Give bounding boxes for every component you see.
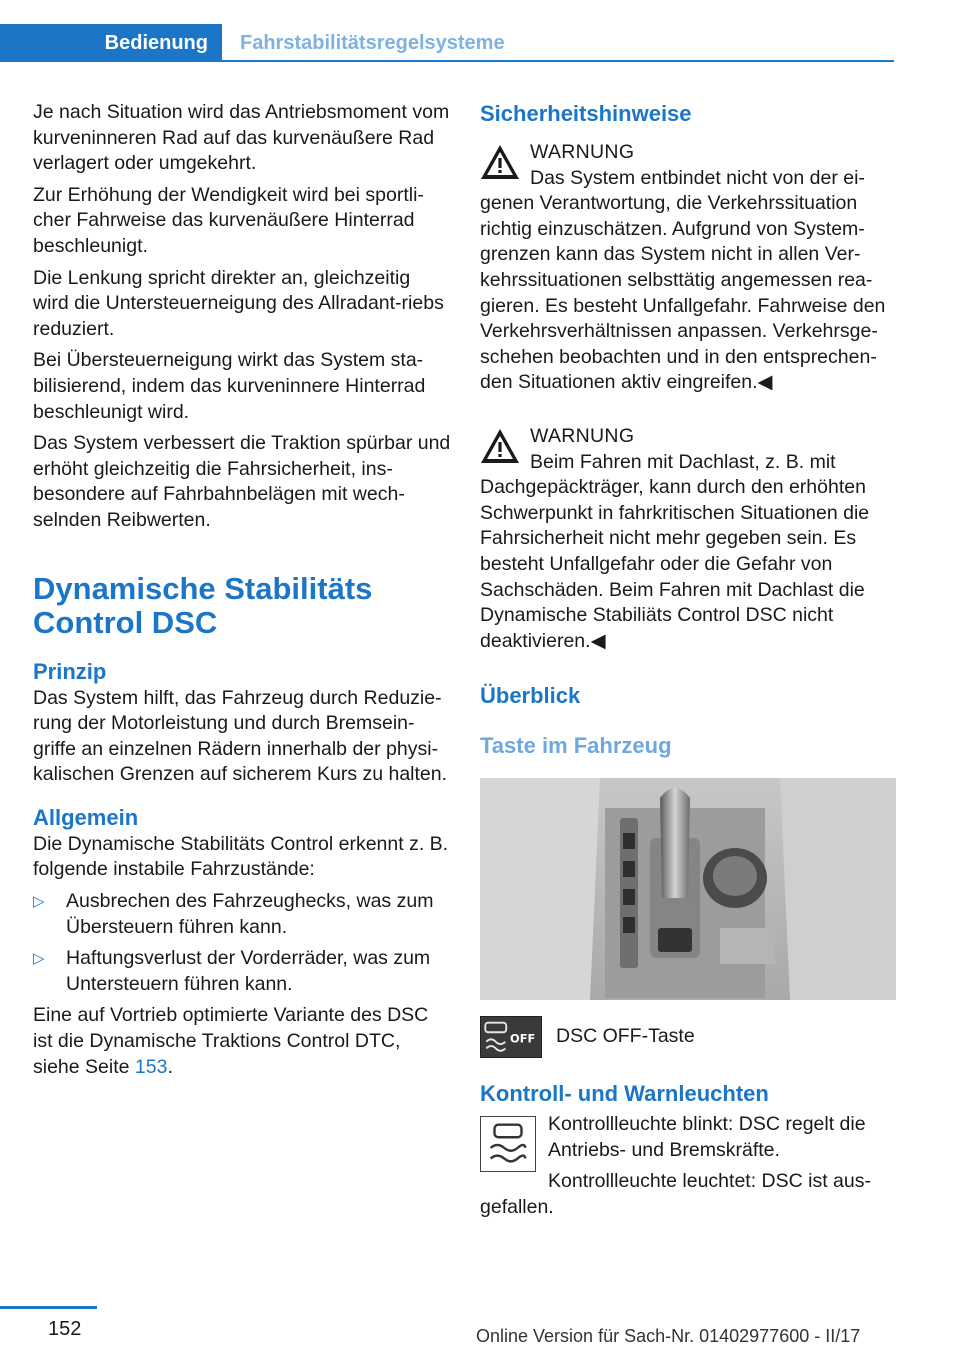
warning-block xyxy=(480,140,896,396)
subheading-taste: Taste im Fahrzeug xyxy=(480,733,672,759)
warning-text: Das System entbindet nicht von der ei‐genen Verantwortung, die Verkehrssituation richtig einzuschätzen. Aufgrund von System‐grenzen kann das System nicht in allen Ver‐kehrssituationen selbsttätig angemessen rea‐gieren. Es besteht Unfallgefahr. Fahrweise den Verkehrsverhältnissen anpassen. Verkehrsge‐schehen beobachten und in den entsprechen‐den Situationen aktiv eingreifen.◀ xyxy=(480,166,886,394)
dsc-off-label: DSC OFF-Taste xyxy=(556,1025,695,1048)
online-version-note: Online Version für Sach-Nr. 01402977600 - II/17 xyxy=(476,1326,861,1346)
heading-allgemein: Allgemein xyxy=(33,804,139,830)
right-column xyxy=(480,100,896,1227)
heading-sicherheitshinweise: Sicherheitshinweise xyxy=(480,101,692,126)
control-light-block xyxy=(480,1112,896,1226)
list-item-text: Ausbrechen des Fahrzeughecks, was zum Übersteuern führen kann. xyxy=(66,890,434,938)
dsc-off-button-icon xyxy=(480,1016,542,1058)
dtc-text: Eine auf Vortrieb optimierte Variante des DSC ist die Dynamische Traktions Control DTC, siehe Seite xyxy=(33,1004,429,1078)
vehicle-console-photo xyxy=(480,778,896,1000)
page-header xyxy=(0,24,894,62)
paragraph: Das System verbessert die Traktion spürbar und erhöht gleichzeitig die Fahrsicherheit, ins‐besondere auf Fahrbahnbelägen mit wech‐selnden Reibwerten. xyxy=(33,432,451,531)
warning-triangle-icon xyxy=(480,144,520,180)
warning-triangle-icon xyxy=(480,428,520,464)
heading-kontroll: Kontroll- und Warnleuchten xyxy=(480,1081,769,1107)
warning-title: WARNUNG xyxy=(530,141,635,163)
header-rule xyxy=(0,60,894,62)
dsc-off-row xyxy=(480,1016,896,1058)
prinzip-text: Das System hilft, das Fahrzeug durch Reduzie‐rung der Motorleistung und durch Bremsein‐griffe an einzelnen Rädern innerhalb der physi‐kalischen Grenzen auf sicherem Kurs zu halten. xyxy=(33,686,448,786)
heading-ueberblick: Überblick xyxy=(480,683,581,709)
heading-prinzip: Prinzip xyxy=(33,658,107,684)
paragraph: Die Lenkung spricht direkter an, gleichzeitig wird die Untersteuerneigung des Allradant‐riebs reduziert. xyxy=(33,266,444,340)
list-item xyxy=(33,889,451,940)
chapter-heading-dsc: Dynamische Stabilitäts Control DSC xyxy=(33,570,373,640)
list-item xyxy=(33,946,451,997)
console-illustration xyxy=(480,778,896,1000)
dtc-period: . xyxy=(167,1055,173,1078)
paragraph: Zur Erhöhung der Wendigkeit wird bei sportli‐cher Fahrweise das kurvenäußere Hinterrad beschleunigt. xyxy=(33,183,424,257)
warning-title: WARNUNG xyxy=(530,424,635,447)
bullet-list xyxy=(33,889,451,997)
paragraph: Bei Übersteuerneigung wirkt das System sta‐bilisierend, indem das kurveninnere Hinterrad beschleunigt wird. xyxy=(33,349,426,423)
control-light-text-steady: Kontrollleuchte leuchtet: DSC ist aus‐gefallen. xyxy=(480,1170,871,1219)
left-column xyxy=(33,100,451,1086)
dtc-paragraph xyxy=(33,1003,451,1080)
header-section-title[interactable]: Fahrstabilitätsregelsysteme xyxy=(240,32,505,54)
paragraph: Je nach Situation wird das Antriebsmoment vom kurveninneren Rad auf das kurvenäußere Rad verlagert oder umgekehrt. xyxy=(33,101,450,175)
header-chapter-tab[interactable]: Bedienung xyxy=(0,24,222,62)
page-link-153[interactable]: 153 xyxy=(134,1055,168,1078)
control-light-text-blinking: Kontrollleuchte blinkt: DSC regelt die Antriebs- und Bremskräfte. xyxy=(548,1113,866,1161)
dsc-indicator-light-icon xyxy=(480,1116,536,1172)
page-number: 152 xyxy=(48,1318,82,1340)
list-item-text: Haftungsverlust der Vorderräder, was zum Untersteuern führen kann. xyxy=(66,947,431,995)
triangle-bullet-icon: ▷ xyxy=(33,950,45,968)
warning-text: Beim Fahren mit Dachlast, z. B. mit Dachgepäckträger, kann durch den erhöhten Schwerpunkt in fahrkritischen Situationen die Fahrsicherheit nicht mehr gegeben sein. Es besteht Unfallgefahr oder die Gefahr von Sachschäden. Beim Fahren mit Dachlast die Dynamische Stabiliäts Control DSC nicht deaktivieren.◀ xyxy=(480,450,870,652)
warning-block xyxy=(480,424,896,654)
footer-rule xyxy=(0,1306,97,1309)
dsc-icon-label: OFF xyxy=(510,1031,536,1046)
allgemein-text: Die Dynamische Stabilitäts Control erkennt z. B. folgende instabile Fahrzustände: xyxy=(33,832,449,881)
triangle-bullet-icon: ▷ xyxy=(33,893,45,911)
